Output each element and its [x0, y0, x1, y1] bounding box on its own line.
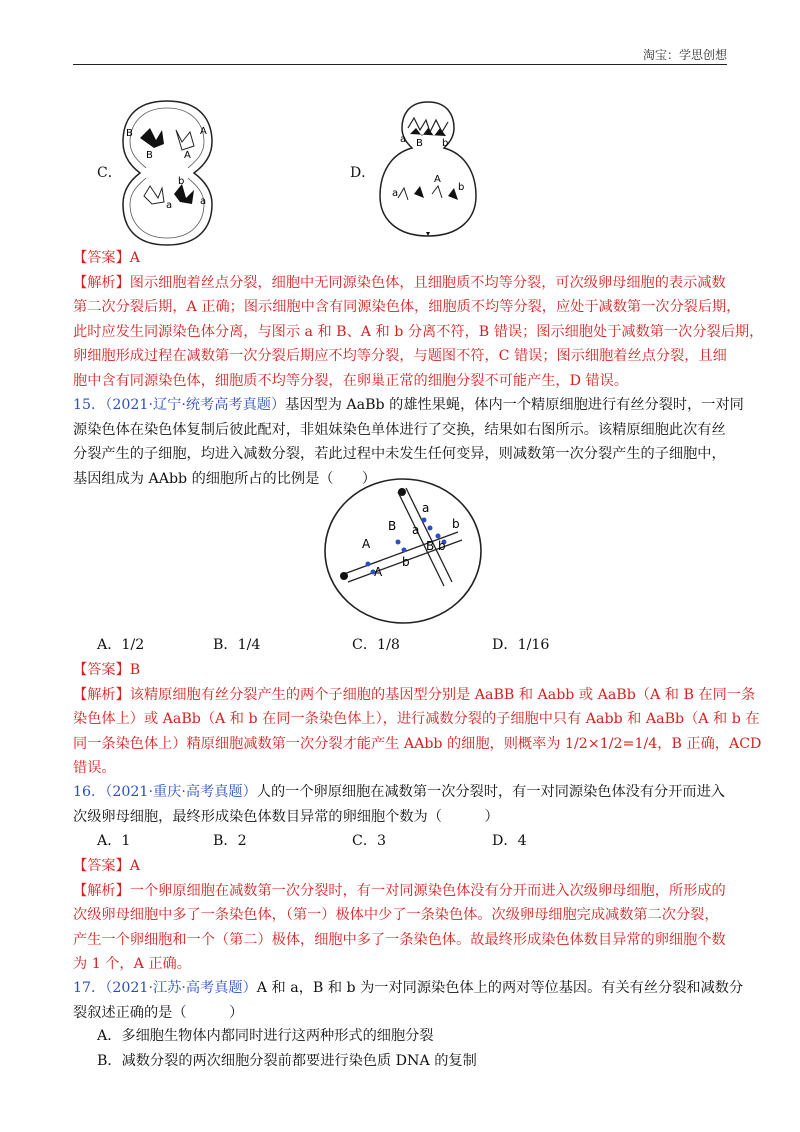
cell-c-label: B — [126, 128, 133, 139]
q17-number: 17． — [73, 980, 106, 996]
cell-c-label: a — [166, 200, 173, 211]
q15-stem-line: 源染色体在染色体复制后彼此配对，非姐妹染色单体进行了交换，结果如右图所示。该精原细胞此次有丝 — [73, 421, 726, 438]
q15-number: 15． — [73, 397, 106, 413]
q15-stem-line: 分裂产生的子细胞，均进入减数分裂，若此过程中未发生任何变异，则减数第一次分裂产生的子细胞中， — [73, 446, 726, 462]
q15-answer-block — [73, 658, 762, 781]
cell-d-label: b — [442, 138, 449, 149]
q17-question — [73, 976, 744, 1025]
cell-c-label: B — [146, 150, 153, 161]
homologous-chromosome-diagram — [318, 476, 488, 626]
q16-answer: 【答案】A — [73, 858, 140, 874]
q14-analysis-line: 卵细胞形成过程在减数第一次分裂后期应不均等分裂，与题图不符，C 错误；图示细胞着丝点分裂，且细 — [73, 348, 727, 364]
q16-option-c[interactable]: C．3 — [352, 833, 387, 849]
figure-gene-label: a — [422, 501, 430, 515]
q16-source: （2021·重庆·高考真题） — [105, 784, 257, 800]
q16-analysis-line: 为 1 个，A 正确。 — [73, 956, 191, 972]
q15-analysis-line: 染色体上）或 AaBb（A 和 b 在同一条染色体上），进行减数分裂的子细胞中只有 Aabb 和 AaBb（A 和 b 在 — [73, 711, 760, 727]
figure-gene-label: B — [388, 519, 397, 533]
q15-analysis-line: 【解析】该精原细胞有丝分裂产生的两个子细胞的基因型分别是 AaBB 和 Aabb 或 AaBb（A 和 B 在同一条 — [73, 686, 756, 703]
q17-source: （2021·江苏·高考真题） — [105, 980, 257, 996]
cell-c-label: b — [178, 176, 185, 187]
figure-gene-label: B — [426, 539, 435, 553]
q14-analysis-line: 【解析】图示细胞着丝点分裂，细胞中无同源染色体，且细胞质不均等分裂，可次级卵母细胞的表示减数 — [73, 274, 726, 291]
q15-source: （2021·辽宁·统考高考真题） — [105, 397, 286, 413]
q15-stem-line: 基因组成为 AAbb 的细胞所占的比例是（ ） — [73, 470, 377, 487]
cell-d-label: B — [416, 138, 423, 149]
q14-analysis-line: 第二次分裂后期，A 正确；图示细胞中含有同源染色体，细胞质不均等分裂，应处于减数第一次分裂后期， — [73, 299, 741, 315]
cell-d-label: a — [392, 188, 399, 199]
q16-question — [73, 780, 733, 829]
q16-answer-block — [73, 854, 733, 977]
cell-c-label: a — [200, 196, 207, 207]
q14-analysis-line: 胞中含有同源染色体，细胞质不均等分裂，在卵巢正常的细胞分裂不可能产生，D 错误。 — [73, 372, 629, 389]
header-text: 淘宝：学思创想 — [642, 48, 727, 62]
q16-option-a[interactable]: A．1 — [97, 833, 131, 849]
q16-analysis-line: 产生一个卵细胞和一个（第二）极体，细胞中多了一条染色体。故最终形成染色体数目异常的卵细胞个数 — [73, 931, 726, 948]
cell-d-label: A — [434, 174, 441, 185]
q17-stem-line: A 和 a，B 和 b 为一对同源染色体上的两对等位基因。有关有丝分裂和减数分 — [256, 980, 744, 996]
q15-option-b[interactable]: B．1/4 — [213, 637, 261, 653]
option-c-label: C． — [97, 165, 122, 181]
figure-gene-label: A — [362, 537, 371, 551]
q14-answer: 【答案】A — [73, 250, 140, 266]
q15-option-d[interactable]: D．1/16 — [492, 637, 550, 653]
q15-stem-line: 基因型为 AaBb 的雄性果蝇，体内一个精原细胞进行有丝分裂时，一对同 — [285, 397, 744, 413]
q16-analysis-line: 【解析】一个卵原细胞在减数第一次分裂时，有一对同源染色体没有分开而进入次级卵母细胞，所形成的 — [73, 882, 726, 899]
figure-gene-label: b — [452, 517, 460, 531]
q14-answer-block — [73, 246, 764, 393]
q17-choice-b[interactable]: B．减数分裂的两次细胞分裂前都要进行染色质 DNA 的复制 — [97, 1053, 477, 1069]
figure-gene-label: b — [402, 555, 410, 569]
q16-stem-line: 人的一个卵原细胞在减数第一次分裂时，有一对同源染色体没有分开而进入 — [256, 784, 725, 800]
q16-option-d[interactable]: D．4 — [492, 833, 527, 849]
cell-c-label: A — [184, 150, 191, 161]
figure-gene-label: A — [374, 565, 383, 579]
cell-d-label: a — [400, 134, 407, 145]
q15-option-a[interactable]: A．1/2 — [97, 637, 145, 653]
q15-answer: 【答案】B — [73, 662, 141, 678]
cell-diagram-c — [120, 98, 215, 248]
figure-gene-label: b — [438, 539, 446, 553]
q17-choice-a[interactable]: A．多细胞生物体内都同时进行这两种形式的细胞分裂 — [97, 1028, 434, 1044]
q14-analysis-line: 此时应发生同源染色体分离，与图示 a 和 B、A 和 b 分离不符，B 错误；图示细胞处于减数第一次分裂后期， — [73, 323, 764, 340]
q15-option-c[interactable]: C．1/8 — [352, 637, 400, 653]
q17-stem-line: 裂叙述正确的是（ ） — [73, 1004, 244, 1021]
q16-number: 16． — [73, 784, 106, 800]
q15-analysis-line: 同一条染色体上）精原细胞减数第一次分裂才能产生 AAbb 的细胞，则概率为 1/2×1/2=1/4，B 正确，ACD — [73, 735, 762, 752]
q16-analysis-line: 次级卵母细胞中多了一条染色体，（第一）极体中少了一条染色体。次级卵母细胞完成减数第二次分裂， — [73, 907, 719, 923]
q15-analysis-line: 错误。 — [73, 760, 116, 776]
cell-d-label: b — [458, 182, 465, 193]
figure-gene-label: a — [412, 523, 420, 537]
cell-diagram-d — [378, 98, 478, 238]
cell-c-label: A — [200, 126, 207, 137]
q16-option-b[interactable]: B．2 — [213, 833, 247, 849]
page-header — [73, 44, 727, 65]
q16-stem-line: 次级卵母细胞，最终形成染色体数目异常的卵细胞个数为（ ） — [73, 808, 499, 825]
option-d-label: D． — [350, 165, 376, 181]
